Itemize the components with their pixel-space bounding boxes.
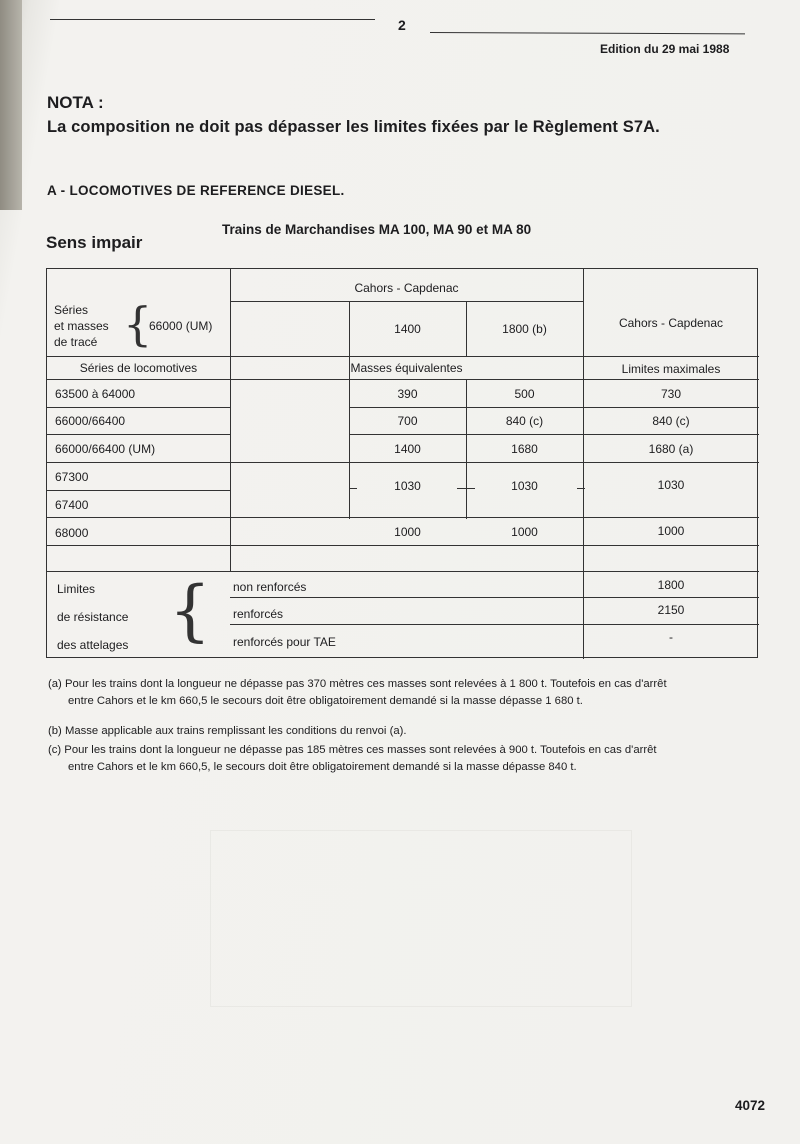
coupling-value: - [669, 630, 673, 644]
row-max: 1000 [657, 524, 685, 538]
brace-icon: { [169, 572, 211, 649]
coupling-label: renforcés [233, 607, 284, 621]
row-series: 67300 [55, 470, 89, 484]
note-a [48, 676, 667, 710]
page-shadow-edge [0, 0, 22, 210]
brace-icon: { [123, 297, 153, 351]
note-c-line2: entre Cahors et le km 660,5, le secours doit être obligatoirement demandé si la masse dépasse 840 t. [68, 761, 577, 773]
table-hline [47, 490, 230, 491]
coupling-value: 2150 [657, 603, 685, 617]
coupling-label: non renforcés [233, 580, 307, 594]
nota-text: La composition ne doit pas dépasser les limites fixées par le Règlement S7A. [47, 118, 660, 136]
nota-title: NOTA : [47, 93, 104, 112]
row-mass-1: 700 [397, 414, 418, 428]
row-series: 68000 [55, 526, 89, 540]
table-hline [47, 462, 759, 463]
row-mass-2: 1000 [511, 525, 538, 539]
mass-2: 1800 (b) [502, 322, 547, 336]
show-through-ghost-table [210, 830, 632, 1007]
table-hline [47, 517, 759, 518]
row-max: 1030 [657, 478, 685, 492]
limits-label-line2: de résistance [57, 610, 129, 624]
route-header: Cahors - Capdenac [354, 281, 459, 295]
composition-table [46, 268, 758, 658]
coupling-label: renforcés pour TAE [233, 635, 336, 649]
row-series: 63500 à 64000 [55, 387, 136, 401]
document-number: 4072 [735, 1098, 766, 1113]
direction-heading: Sens impair [46, 233, 143, 252]
note-c-line1: (c) Pour les trains dont la longueur ne dépasse pas 185 mètres ces masses sont relevées à 900 t. Toutefois en cas d'arrêt [48, 744, 657, 756]
row-mass-2: 1030 [511, 479, 538, 493]
table-hline [47, 356, 759, 357]
row-mass-1: 390 [397, 387, 418, 401]
edition-date: Edition du 29 mai 1988 [600, 42, 730, 56]
series-label-line1: Séries [54, 303, 89, 317]
table-hline [230, 301, 583, 302]
row-series: 66000/66400 (UM) [55, 442, 156, 456]
table-hline [230, 597, 759, 598]
note-a-line1: (a) Pour les trains dont la longueur ne dépasse pas 370 mètres ces masses sont relevées à 1 800 t. Toutefois en cas d'arrêt [48, 678, 667, 690]
row-max: 1680 (a) [648, 442, 694, 456]
limits-label-line3: des attelages [57, 638, 129, 652]
page-number: 2 [398, 17, 406, 33]
table-hline [349, 434, 759, 435]
series-label-line3: de tracé [54, 335, 98, 349]
col-series-header: Séries de locomotives [79, 361, 198, 375]
table-vline [230, 269, 231, 571]
row-mass-1: 1030 [394, 479, 421, 493]
row-mass-2: 840 (c) [505, 414, 544, 428]
table-hline [47, 407, 230, 408]
table-hline [47, 379, 759, 380]
limits-label-line1: Limites [57, 582, 96, 596]
col-limits-header: Limites maximales [621, 362, 721, 376]
series-label-line2: et masses [54, 319, 109, 333]
series-value: 66000 (UM) [149, 319, 213, 333]
row-mass-2: 1680 [511, 442, 538, 456]
row-series: 66000/66400 [55, 414, 126, 428]
route-header-right: Cahors - Capdenac [618, 316, 724, 330]
col-masses-header: Masses équivalentes [350, 361, 463, 375]
row-mass-1: 1400 [394, 442, 421, 456]
note-c [48, 742, 657, 776]
table-subtitle: Trains de Marchandises MA 100, MA 90 et MA 80 [222, 222, 532, 237]
note-b [48, 723, 407, 740]
table-hline [47, 545, 759, 546]
section-title: A - LOCOMOTIVES DE REFERENCE DIESEL. [47, 183, 345, 198]
header-rule-right [430, 32, 745, 34]
row-series: 67400 [55, 498, 89, 512]
coupling-value: 1800 [657, 578, 685, 592]
table-hline [230, 624, 759, 625]
table-hline [47, 571, 759, 572]
mass-1: 1400 [394, 322, 421, 336]
header-rule-left [50, 19, 375, 20]
row-mass-2: 500 [514, 387, 535, 401]
note-b-line1: (b) Masse applicable aux trains remplissant les conditions du renvoi (a). [48, 725, 407, 737]
row-max: 840 (c) [652, 414, 690, 428]
row-max: 730 [660, 387, 682, 401]
row-mass-1: 1000 [394, 525, 421, 539]
note-a-line2: entre Cahors et le km 660,5 le secours doit être obligatoirement demandé si la masse dépasse 1 680 t. [68, 695, 583, 707]
table-hline [47, 434, 230, 435]
table-hline [349, 407, 759, 408]
